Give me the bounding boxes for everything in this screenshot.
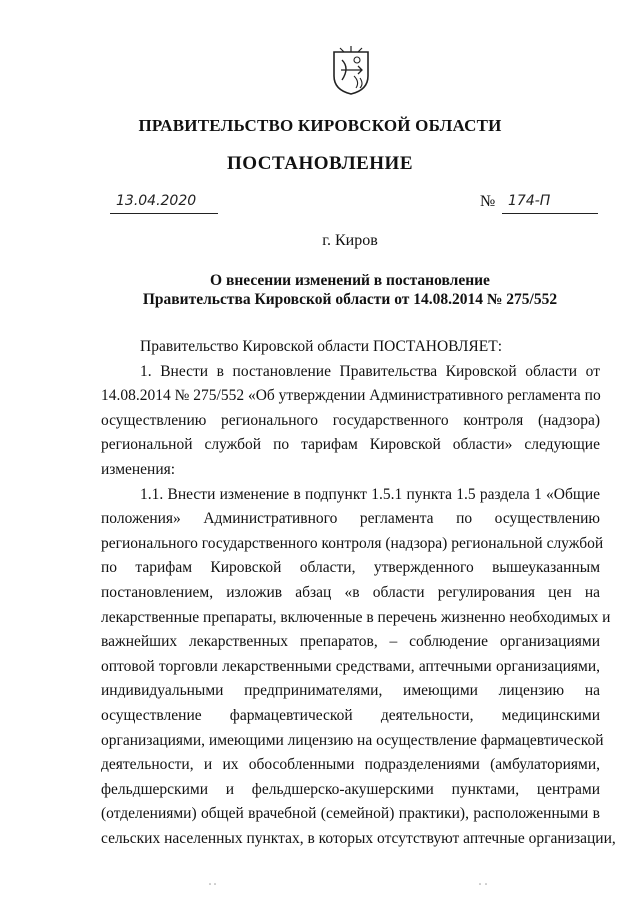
body-line: 1.1. Внести изменение в подпункт 1.5.1 пункта 1.5 раздела 1 «Общие [140,485,600,503]
number-sign: № [480,193,496,210]
body-line: осуществление фармацевтической деятельности, медицинскими [101,706,600,724]
body-line: 14.08.2014 № 275/552 «Об утверждении Административного регламента по [101,387,601,405]
body-line: по тарифам Кировской области, утвержденного вышеуказанным [101,559,600,577]
subject-line: Правительства Кировской области от 14.08.2014 № 275/552 [142,291,558,308]
body-line: 1. Внести в постановление Правительства Кировской области от [140,362,600,380]
document-type-title: ПОСТАНОВЛЕНИЕ [226,153,414,174]
government-title: ПРАВИТЕЛЬСТВО КИРОВСКОЙ ОБЛАСТИ [138,116,502,135]
body-line: региональной службой по тарифам Кировской области» следующие [101,436,600,454]
body-line: сельских населенных пунктах, в которых отсутствуют аптечные организации, [101,829,616,847]
body-line: оптовой торговли лекарственными средствами, аптечными организациями, [101,657,600,675]
body-line: индивидуальными предпринимателями, имеющими лицензию на [101,682,600,700]
body-line: организациями, имеющими лицензию на осуществление фармацевтической [101,731,604,749]
body-line: регионального государственного контроля (надзора) региональной службой [101,534,604,552]
coat-of-arms-icon [330,46,372,96]
body-line: важнейших лекарственных препаратов, – соблюдение организациями [101,633,600,651]
body-line: изменения: [101,460,176,478]
city-label: г. Киров [322,232,378,249]
body-line: лекарственные препараты, включенные в перечень жизненно необходимых и [101,608,611,626]
body-line: (отделениями) общей врачебной (семейной) практики), расположенными в [101,805,600,823]
number-field [502,193,598,214]
document-subject [0,271,640,309]
body-line: Правительство Кировской области ПОСТАНОВЛЯЕТ: [140,338,503,355]
scan-artifact-dots [0,880,640,890]
subject-line: О внесении изменений в постановление [210,272,490,289]
handwritten-number: 174-П [508,193,551,209]
body-line: фельдшерскими и фельдшерско-акушерскими пунктами, центрами [101,780,600,798]
body-line: положения» Административного регламента по осуществлению [101,510,600,528]
date-field [110,193,218,214]
body-line: осуществлению регионального государственного контроля (надзора) [101,411,600,429]
handwritten-date: 13.04.2020 [116,193,197,209]
body-line: деятельности, и их обособленными подразделениями (амбулаториями, [101,756,600,774]
document-body [101,335,616,851]
body-line: постановлением, изложив абзац «в области регулирования цен на [101,583,600,601]
